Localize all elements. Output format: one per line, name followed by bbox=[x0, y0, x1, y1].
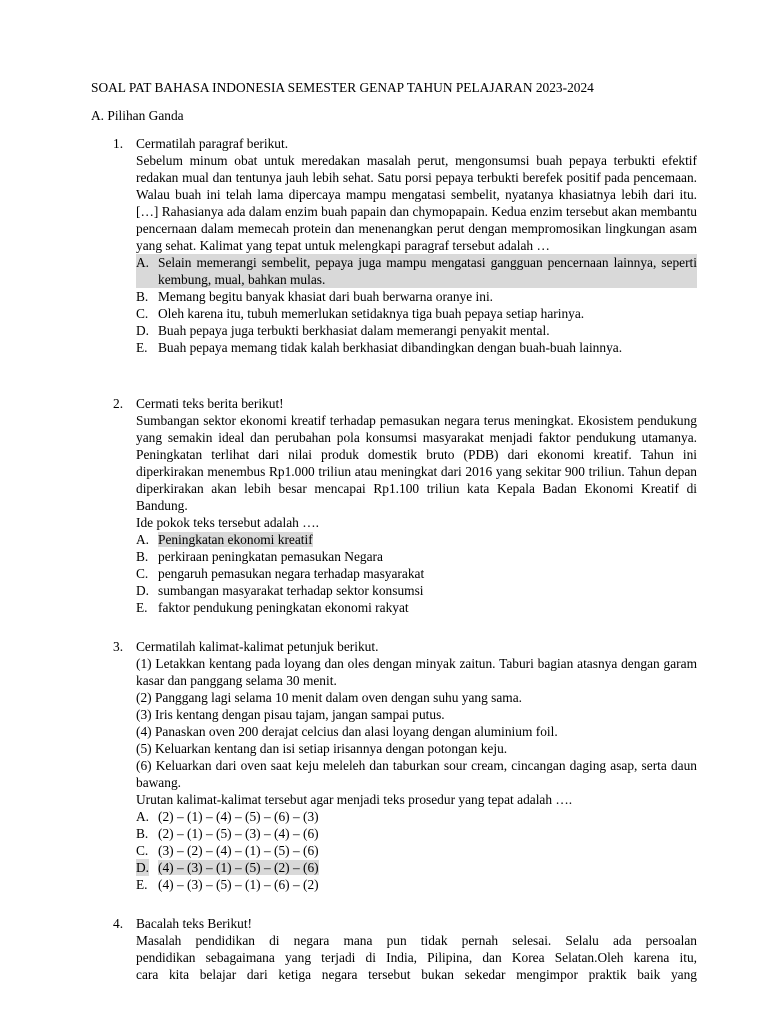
option-letter: D. bbox=[136, 583, 150, 598]
question-3 bbox=[113, 638, 697, 893]
option-letter: B. bbox=[136, 289, 149, 304]
option-text: Buah pepaya memang tidak kalah berkhasiat dibandingkan dengan buah-buah lainnya. bbox=[158, 340, 623, 355]
option-letter: C. bbox=[136, 566, 149, 581]
question-instruction: Bacalah teks Berikut! bbox=[136, 916, 253, 931]
option-text: (3) – (2) – (4) – (1) – (5) – (6) bbox=[158, 843, 319, 858]
option-letter: A. bbox=[136, 255, 150, 270]
question-instruction: Cermatilah kalimat-kalimat petunjuk berikut. bbox=[136, 639, 379, 654]
option-text: perkiraan peningkatan pemasukan Negara bbox=[158, 549, 383, 564]
option-text: Oleh karena itu, tubuh memerlukan setidaknya tiga buah pepaya setiap harinya. bbox=[158, 306, 585, 321]
option-text: faktor pendukung peningkatan ekonomi rakyat bbox=[158, 600, 409, 615]
question-number: 3. bbox=[113, 639, 124, 654]
document-title: SOAL PAT BAHASA INDONESIA SEMESTER GENAP TAHUN PELAJARAN 2023-2024 bbox=[91, 80, 594, 95]
option-letter: A. bbox=[136, 809, 150, 824]
option-c[interactable] bbox=[136, 305, 697, 322]
option-letter: E. bbox=[136, 340, 148, 355]
option-text: (4) – (3) – (1) – (5) – (2) – (6) bbox=[158, 860, 319, 875]
option-text: (4) – (3) – (5) – (1) – (6) – (2) bbox=[158, 877, 319, 892]
option-a[interactable] bbox=[136, 808, 697, 825]
option-text: pengaruh pemasukan negara terhadap masyarakat bbox=[158, 566, 425, 581]
option-b[interactable] bbox=[136, 548, 697, 565]
option-text: Selain memerangi sembelit, pepaya juga mampu mengatasi gangguan pencernaan lainnya, seperti kembung, mual, bahkan mulas. bbox=[158, 255, 697, 287]
option-c[interactable] bbox=[136, 842, 697, 859]
question-instruction: Cermati teks berita berikut! bbox=[136, 396, 284, 411]
option-text: Peningkatan ekonomi kreatif bbox=[158, 532, 313, 547]
question-4 bbox=[113, 915, 697, 983]
option-b[interactable] bbox=[136, 825, 697, 842]
option-text: Buah pepaya juga terbukti berkhasiat dalam memerangi penyakit mental. bbox=[158, 323, 550, 338]
question-number: 4. bbox=[113, 916, 124, 931]
option-text: sumbangan masyarakat terhadap sektor konsumsi bbox=[158, 583, 424, 598]
option-a[interactable] bbox=[136, 531, 697, 548]
option-letter: B. bbox=[136, 826, 149, 841]
question-paragraph: Sumbangan sektor ekonomi kreatif terhadap pemasukan negara terus meningkat. Ekosistem pendukung yang semakin ideal dan perubahan pola konsumsi masyarakat menjadi faktor pendukung utamanya. Peningkatan terlihat dari nilai produk domestik bruto (PDB) dari ekonomi kreatif. Tahun ini diperkirakan menembus Rp1.000 triliun atau meningkat dari 2016 yang sekitar 900 triliun. Tahun depan diperkirakan akan lebih besar mencapai Rp1.100 triliun kata Kepala Badan Ekonomi Kreatif di Bandung. bbox=[136, 413, 697, 513]
option-letter: D. bbox=[136, 323, 150, 338]
procedure-step-3: (3) Iris kentang dengan pisau tajam, jangan sampai putus. bbox=[136, 707, 445, 722]
question-prompt: Urutan kalimat-kalimat tersebut agar menjadi teks prosedur yang tepat adalah …. bbox=[136, 792, 573, 807]
question-1 bbox=[113, 135, 697, 356]
text-line-2: pendidikan sebagaimana yang terjadi di India, Pilipina, dan Korea Selatan.Oleh karena itu, bbox=[136, 950, 697, 965]
question-number: 1. bbox=[113, 136, 124, 151]
section-heading: A. Pilihan Ganda bbox=[91, 108, 184, 123]
option-text: Memang begitu banyak khasiat dari buah berwarna oranye ini. bbox=[158, 289, 494, 304]
procedure-step-4: (4) Panaskan oven 200 derajat celcius dan alasi loyang dengan aluminium foil. bbox=[136, 724, 558, 739]
option-letter: E. bbox=[136, 877, 148, 892]
question-paragraph: Sebelum minum obat untuk meredakan masalah perut, mengonsumsi buah pepaya terbukti efektif redakan mual dan tentunya jauh lebih sehat. Satu porsi pepaya terbukti berefek positif pada pencemaan. Walau buah ini telah lama dipercaya mampu mengatasi sembelit, nyatanya khasiatnya lebih dari itu. […] Rahasianya ada dalam enzim buah papain dan chymopapain. Kedua enzim tersebut akan membantu pencernaan dalam memecah protein dan menenangkan perut dengan mempromosikan lingkungan asam yang sehat. Kalimat yang tepat untuk melengkapi paragraf tersebut adalah … bbox=[136, 153, 697, 253]
procedure-step-2: (2) Panggang lagi selama 10 menit dalam oven dengan suhu yang sama. bbox=[136, 690, 522, 705]
option-e[interactable] bbox=[136, 876, 697, 893]
option-letter: B. bbox=[136, 549, 149, 564]
option-e[interactable] bbox=[136, 339, 697, 356]
text-line-3: cara kita belajar dari ketiga negara tersebut bukan sekedar mengimpor praktik baik yang bbox=[136, 967, 697, 982]
option-letter: C. bbox=[136, 843, 149, 858]
option-letter: D. bbox=[136, 860, 150, 875]
option-e[interactable] bbox=[136, 599, 697, 616]
question-2 bbox=[113, 395, 697, 616]
procedure-step-1: (1) Letakkan kentang pada loyang dan oles dengan minyak zaitun. Taburi bagian atasnya dengan garam kasar dan panggang selama 30 menit. bbox=[136, 656, 697, 688]
procedure-step-6: (6) Keluarkan dari oven saat keju meleleh dan taburkan sour cream, cincangan daging asap, serta daun bawang. bbox=[136, 758, 697, 790]
text-line-1: Masalah pendidikan di negara mana pun tidak pernah selesai. Selalu ada persoalan bbox=[136, 933, 697, 948]
option-text: (2) – (1) – (4) – (5) – (6) – (3) bbox=[158, 809, 319, 824]
option-a[interactable] bbox=[136, 254, 697, 288]
procedure-step-5: (5) Keluarkan kentang dan isi setiap irisannya dengan potongan keju. bbox=[136, 741, 508, 756]
question-prompt: Ide pokok teks tersebut adalah …. bbox=[136, 515, 319, 530]
option-b[interactable] bbox=[136, 288, 697, 305]
option-letter: A. bbox=[136, 532, 150, 547]
question-number: 2. bbox=[113, 396, 124, 411]
option-d[interactable] bbox=[136, 322, 697, 339]
option-c[interactable] bbox=[136, 565, 697, 582]
option-d[interactable] bbox=[136, 582, 697, 599]
option-letter: C. bbox=[136, 306, 149, 321]
question-instruction: Cermatilah paragraf berikut. bbox=[136, 136, 289, 151]
option-text: (2) – (1) – (5) – (3) – (4) – (6) bbox=[158, 826, 319, 841]
option-d[interactable] bbox=[136, 859, 697, 876]
option-letter: E. bbox=[136, 600, 148, 615]
